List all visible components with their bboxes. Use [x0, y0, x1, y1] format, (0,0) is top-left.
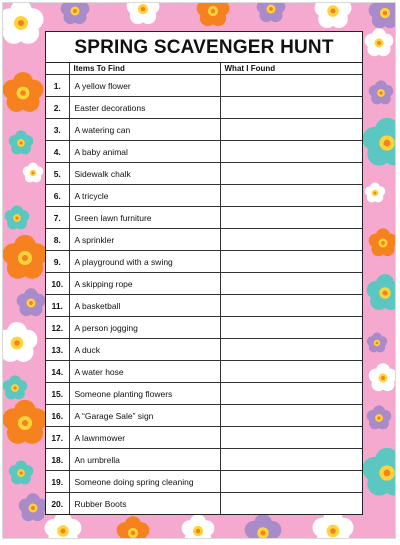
- item-number: 11.: [46, 295, 69, 317]
- what-i-found-cell[interactable]: [220, 361, 362, 383]
- what-i-found-cell[interactable]: [220, 119, 362, 141]
- what-i-found-cell[interactable]: [220, 493, 362, 515]
- item-number: 4.: [46, 141, 69, 163]
- flower-decoration: [315, 3, 352, 28]
- table-row: [46, 339, 362, 361]
- what-i-found-cell[interactable]: [220, 449, 362, 471]
- table-row: [46, 295, 362, 317]
- table-row: [46, 141, 362, 163]
- table-row: [46, 207, 362, 229]
- flower-decoration: [182, 514, 215, 539]
- flower-decoration: [17, 288, 46, 316]
- what-i-found-cell[interactable]: [220, 405, 362, 427]
- item-number: 1.: [46, 75, 69, 97]
- item-to-find: Sidewalk chalk: [69, 163, 220, 185]
- items-column-header: Items To Find: [69, 63, 220, 75]
- table-row: [46, 317, 362, 339]
- what-i-found-cell[interactable]: [220, 207, 362, 229]
- what-i-found-cell[interactable]: [220, 295, 362, 317]
- table-row: [46, 493, 362, 515]
- flower-decoration: [5, 205, 30, 229]
- what-i-found-cell[interactable]: [220, 471, 362, 493]
- flower-decoration: [362, 118, 396, 166]
- item-to-find: A yellow flower: [69, 75, 220, 97]
- what-i-found-cell[interactable]: [220, 163, 362, 185]
- scavenger-hunt-sheet: [2, 2, 396, 539]
- page-title: SPRING SCAVENGER HUNT: [46, 32, 362, 63]
- what-i-found-cell[interactable]: [220, 427, 362, 449]
- what-i-found-cell[interactable]: [220, 339, 362, 361]
- flower-decoration: [117, 516, 150, 539]
- flower-decoration: [3, 3, 44, 44]
- table-row: [46, 97, 362, 119]
- flower-decoration: [127, 3, 160, 24]
- item-number: 19.: [46, 471, 69, 493]
- item-number: 7.: [46, 207, 69, 229]
- table-row: [46, 119, 362, 141]
- item-to-find: A lawnmower: [69, 427, 220, 449]
- item-number: 17.: [46, 427, 69, 449]
- item-to-find: A duck: [69, 339, 220, 361]
- table-row: [46, 229, 362, 251]
- flower-decoration: [61, 3, 90, 24]
- item-number: 6.: [46, 185, 69, 207]
- item-to-find: A person jogging: [69, 317, 220, 339]
- flower-decoration: [3, 235, 48, 279]
- table-row: [46, 75, 362, 97]
- flower-decoration: [365, 28, 394, 56]
- item-to-find: A water hose: [69, 361, 220, 383]
- item-number: 12.: [46, 317, 69, 339]
- item-number: 9.: [46, 251, 69, 273]
- table-row: [46, 251, 362, 273]
- item-to-find: Easter decorations: [69, 97, 220, 119]
- flower-decoration: [367, 333, 387, 353]
- table-row: [46, 361, 362, 383]
- flower-decoration: [245, 514, 282, 539]
- found-column-header: What I Found: [220, 63, 362, 75]
- flower-decoration: [3, 72, 43, 112]
- what-i-found-cell[interactable]: [220, 141, 362, 163]
- flower-decoration: [23, 163, 43, 183]
- item-number: 2.: [46, 97, 69, 119]
- item-to-find: A baby animal: [69, 141, 220, 163]
- item-to-find: Someone planting flowers: [69, 383, 220, 405]
- what-i-found-cell[interactable]: [220, 229, 362, 251]
- what-i-found-cell[interactable]: [220, 97, 362, 119]
- flower-decoration: [369, 3, 396, 28]
- number-column-header: [46, 63, 69, 75]
- item-to-find: An umbrella: [69, 449, 220, 471]
- item-to-find: A sprinkler: [69, 229, 220, 251]
- what-i-found-cell[interactable]: [220, 185, 362, 207]
- flower-decoration: [197, 3, 230, 26]
- table-row: [46, 427, 362, 449]
- item-to-find: A tricycle: [69, 185, 220, 207]
- flower-decoration: [3, 322, 37, 362]
- item-number: 18.: [46, 449, 69, 471]
- flower-decoration: [362, 448, 396, 496]
- checklist-rows: [46, 75, 362, 515]
- table-row: [46, 185, 362, 207]
- what-i-found-cell[interactable]: [220, 317, 362, 339]
- flower-decoration: [369, 228, 396, 256]
- item-number: 14.: [46, 361, 69, 383]
- item-to-find: A “Garage Sale” sign: [69, 405, 220, 427]
- flower-decoration: [369, 80, 394, 104]
- item-to-find: Rubber Boots: [69, 493, 220, 515]
- what-i-found-cell[interactable]: [220, 383, 362, 405]
- table-row: [46, 273, 362, 295]
- item-number: 10.: [46, 273, 69, 295]
- flower-decoration: [9, 460, 34, 484]
- table-row: [46, 163, 362, 185]
- item-to-find: A basketball: [69, 295, 220, 317]
- table-row: [46, 471, 362, 493]
- item-number: 3.: [46, 119, 69, 141]
- table-row: [46, 405, 362, 427]
- flower-decoration: [257, 3, 286, 22]
- flower-decoration: [365, 183, 385, 203]
- item-number: 8.: [46, 229, 69, 251]
- table-header-row: [46, 63, 362, 75]
- table-row: [46, 449, 362, 471]
- item-to-find: Someone doing spring cleaning: [69, 471, 220, 493]
- flower-decoration: [369, 363, 396, 391]
- item-number: 15.: [46, 383, 69, 405]
- item-to-find: Green lawn furniture: [69, 207, 220, 229]
- flower-decoration: [367, 274, 396, 310]
- flower-decoration: [3, 375, 27, 399]
- flower-decoration: [45, 512, 82, 539]
- item-number: 13.: [46, 339, 69, 361]
- item-number: 5.: [46, 163, 69, 185]
- checklist-table: [46, 63, 362, 514]
- flower-decoration: [9, 130, 34, 154]
- what-i-found-cell[interactable]: [220, 75, 362, 97]
- what-i-found-cell[interactable]: [220, 273, 362, 295]
- item-to-find: A watering can: [69, 119, 220, 141]
- table-row: [46, 383, 362, 405]
- what-i-found-cell[interactable]: [220, 251, 362, 273]
- flower-decoration: [367, 405, 392, 429]
- flower-decoration: [3, 400, 48, 444]
- item-number: 16.: [46, 405, 69, 427]
- item-to-find: A skipping rope: [69, 273, 220, 295]
- item-to-find: A playground with a swing: [69, 251, 220, 273]
- checklist-card: [45, 31, 363, 515]
- item-number: 20.: [46, 493, 69, 515]
- flower-decoration: [19, 493, 48, 521]
